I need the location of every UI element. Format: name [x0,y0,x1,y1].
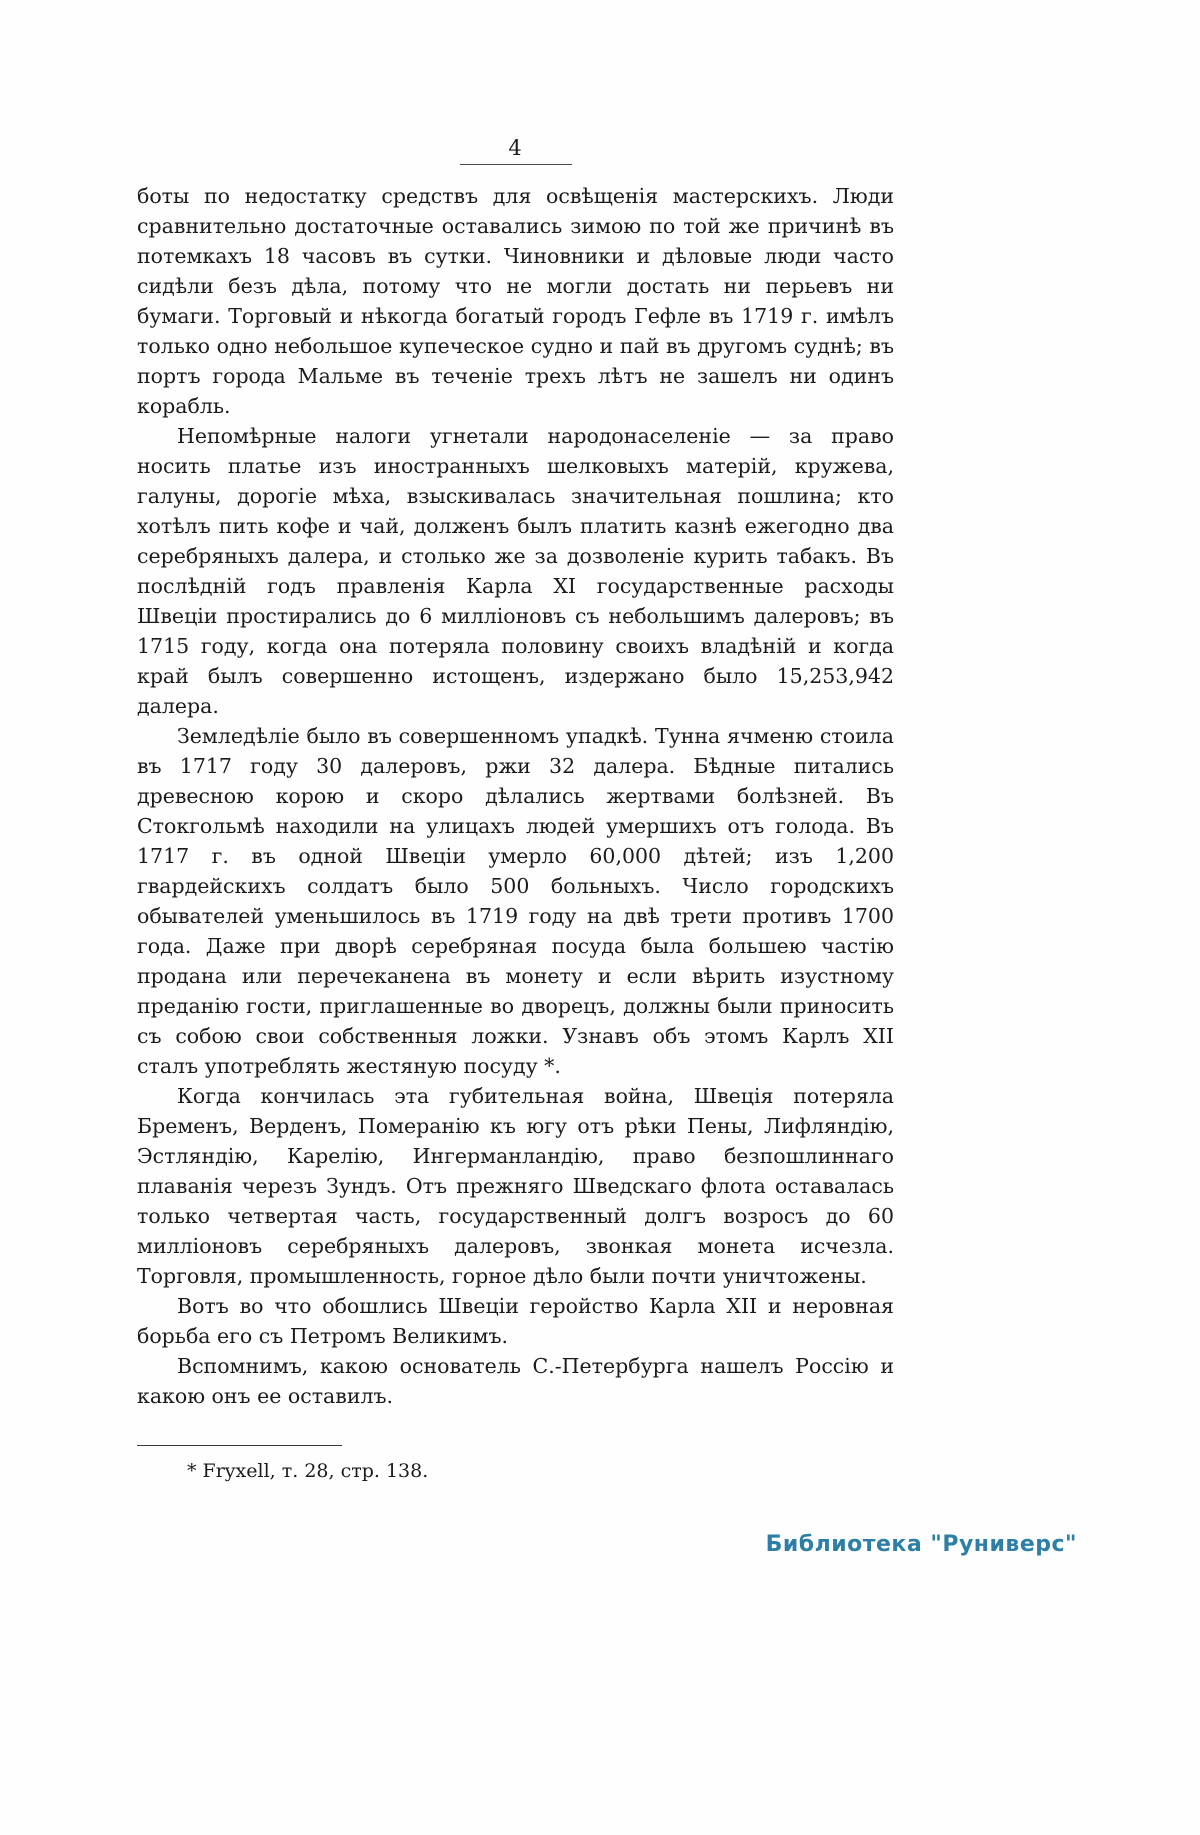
paragraph-1: боты по недостатку средствъ для освѣщенія мастерскихъ. Люди сравнительно достаточные оставались зимою по той же причинѣ въ потемкахъ 18 часовъ въ сутки. Чиновники и дѣловые люди часто сидѣли безъ дѣла, потому что не могли достать ни перьевъ ни бумаги. Торговый и нѣкогда богатый городъ Гефле въ 1719 г. имѣлъ только одно небольшое купеческое судно и пай въ другомъ суднѣ; въ портъ города Мальме въ теченіе трехъ лѣтъ не зашелъ ни одинъ корабль. [137,184,894,418]
library-watermark: Библиотека "Руниверс" [765,1532,1077,1557]
paragraph-4: Когда кончилась эта губительная война, Швеція потеряла Бременъ, Верденъ, Померанію къ югу отъ рѣки Пены, Лифляндію, Эстляндію, Карелію, Ингерманландію, право безпошлиннаго плаванія черезъ Зундъ. Отъ прежняго Шведскаго флота оставалась только четвертая часть, государственный долгъ возросъ до 60 милліоновъ серебряныхъ далеровъ, звонкая монета исчезла. Торговля, промышленность, горное дѣло были почти уничтожены. [137,1084,894,1288]
footnote: * Fryxell, т. 28, стр. 138. [187,1460,429,1482]
paragraph-5: Вотъ во что обошлись Швеціи геройство Карла XII и неровная борьба его съ Петромъ Великимъ. [137,1294,894,1348]
page-header [137,0,894,165]
page-number-rule [460,164,572,165]
paragraph-3: Земледѣліе было въ совершенномъ упадкѣ. Тунна ячменю стоила въ 1717 году 30 далеровъ, ржи 32 далера. Бѣдные питались древесною корою и скоро дѣлались жертвами болѣзней. Въ Стокгольмѣ находили на улицахъ людей умершихъ отъ голода. Въ 1717 г. въ одной Швеціи умерло 60,000 дѣтей; изъ 1,200 гвардейскихъ солдатъ было 500 больныхъ. Число городскихъ обывателей уменьшилось въ 1719 году на двѣ трети противъ 1700 года. Даже при дворѣ серебряная посуда была большею частію продана или перечеканена въ монету и если вѣрить изустному преданію гости, приглашенные во дворецъ, должны были приносить съ собою свои собственныя ложки. Узнавъ объ этомъ Карлъ XII сталъ употреблять жестяную посуду *. [137,724,894,1078]
footnote-separator [137,1445,342,1446]
footnote-block [137,1445,894,1484]
paragraph-6: Вспомнимъ, какою основатель С.-Петербурга нашелъ Россію и какою онъ ее оставилъ. [137,1354,894,1408]
page-number: 4 [508,136,523,160]
body-text [137,181,894,1411]
paragraph-2: Непомѣрные налоги угнетали народонаселеніе — за право носить платье изъ иностранныхъ шелковыхъ матерій, кружева, галуны, дорогіе мѣха, взыскивалась значительная пошлина; кто хотѣлъ пить кофе и чай, долженъ былъ платить казнѣ ежегодно два серебряныхъ далера, и столько же за дозволеніе курить табакъ. Въ послѣдній годъ правленія Карла XI государственные расходы Швеціи простирались до 6 милліоновъ съ небольшимъ далеровъ; въ 1715 году, когда она потеряла половину своихъ владѣній и когда край былъ совершенно истощенъ, издержано было 15,253,942 далера. [137,424,894,718]
